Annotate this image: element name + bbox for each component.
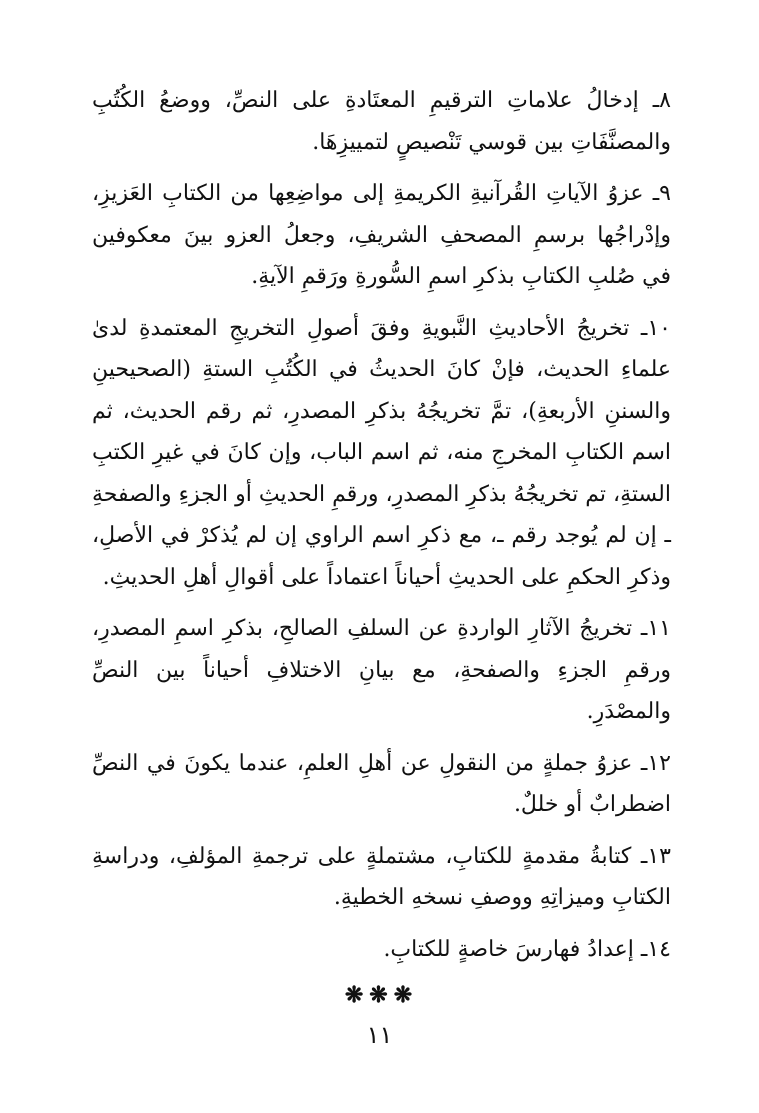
item-number: ٨: [659, 88, 671, 113]
paragraph-item-11: [92, 608, 671, 733]
item-text: ـ تخريجُ الأحاديثِ النَّبويةِ وفقَ أصولِ التخريجِ المعتمدةِ لدىٰ علماءِ الحديث، فإنْ كانَ الحديثُ في الكُتُبِ الستةِ (الصحيحينِ والسننِ الأربعةِ)، تمَّ تخريجُهُ بذكرِ المصدرِ، ثم رقم الحديث، ثم اسم الكتابِ المخرجِ منه، ثم اسم الباب، وإن كانَ في غيرِ الكتبِ الستةِ، تم تخريجُهُ بذكرِ المصدرِ، ورقمِ الحديثِ أو الجزءِ والصفحةِ ـ إن لم يُوجد رقم ـ، مع ذكرِ اسم الراوي إن لم يُذكرْ في الأصلِ، وذكرِ الحكمِ على الحديثِ أحياناً اعتماداً على أقوالِ أهلِ الحديثِ.: [91, 315, 671, 590]
section-separator: ❋❋❋: [344, 982, 419, 1008]
item-text: ـ عزوُ جملةٍ من النقولِ عن أهلِ العلمِ، عندما يكونَ في النصِّ اضطرابٌ أو خللٌ.: [92, 750, 671, 817]
paragraph-item-8: [92, 80, 671, 163]
item-text: ـ تخريجُ الآثارِ الواردةِ عن السلفِ الصالحِ، بذكرِ اسمِ المصدرِ، ورقمِ الجزءِ والصفحةِ، مع بيانِ الاختلافِ أحياناً بين النصِّ والمصْدَرِ.: [92, 616, 671, 724]
item-number: ٩: [659, 181, 671, 206]
item-text: ـ عزوُ الآياتِ القُرآنيةِ الكريمةِ إلى مواضِعِها من الكتابِ العَزيزِ، وإدْراجُها برسمِ المصحفِ الشريفِ، وجعلُ العزو بينَ معكوفين في صُلبِ الكتابِ بذكرِ اسمِ السُّورةِ ورَقمِ الآيةِ.: [92, 181, 671, 289]
paragraph-item-12: [92, 743, 671, 826]
paragraph-item-14: [92, 929, 671, 971]
item-text: ـ كتابةُ مقدمةٍ للكتابِ، مشتملةٍ على ترجمةِ المؤلفِ، ودراسةِ الكتابِ وميزاتِهِ ووصفِ نسخهِ الخطيةِ.: [92, 843, 671, 910]
item-number: ١٣: [647, 843, 671, 869]
paragraph-item-9: [92, 173, 671, 298]
paragraph-item-13: [92, 836, 671, 919]
item-number: ١٠: [647, 315, 671, 341]
page-number: ١١: [366, 1021, 393, 1049]
paragraph-item-10: [92, 308, 671, 599]
item-text: ـ إدخالُ علاماتِ الترقيمِ المعتَادةِ على النصِّ، ووضعُ الكُتُبِ والمصنَّفَاتِ بين قوسي تَنْصيصٍ لتمييزِهَا.: [92, 88, 671, 155]
item-number: ١٤: [647, 936, 671, 962]
item-number: ١٢: [647, 750, 671, 776]
item-number: ١١: [647, 616, 671, 641]
item-text: ـ إعدادُ فهارسَ خاصةٍ للكتابِ.: [383, 936, 648, 962]
